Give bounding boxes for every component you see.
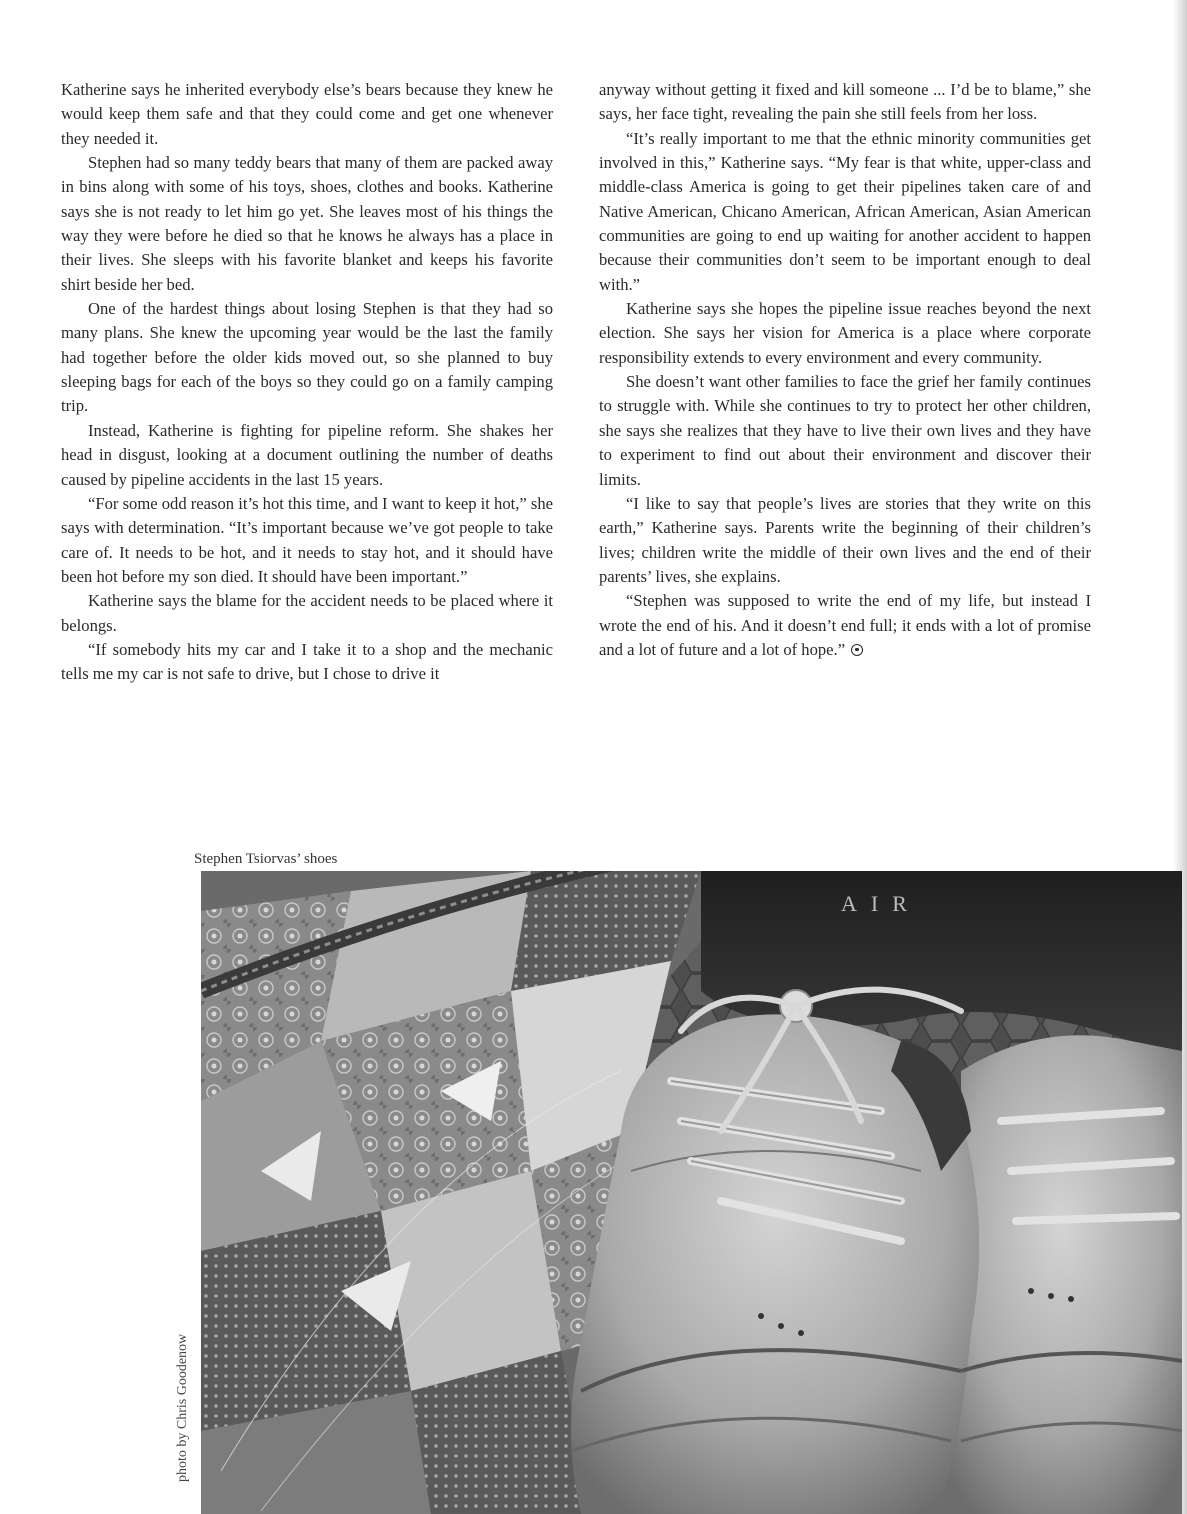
article-column-right xyxy=(599,78,1091,662)
photo-caption: Stephen Tsiorvas’ shoes xyxy=(194,851,338,867)
photo-credit: photo by Chris Goodenow xyxy=(175,1333,190,1482)
paragraph: One of the hardest things about losing Stephen is that they had so many plans. She knew the upcoming year would be the last the family had together before the older kids moved out, so she planned to buy sleeping bags for each of the boys so they could go on a family camping trip. xyxy=(61,299,553,416)
paragraph: She doesn’t want other families to face the grief her family continues to struggle with. While she continues to try to protect her other children, she says she realizes that they have to live their own lives and they have to experiment to find out about their environment and discover their limits. xyxy=(599,372,1091,489)
paragraph: Katherine says he inherited everybody else’s bears because they knew he would keep them safe and that they could come and get one whenever they needed it. xyxy=(61,80,553,148)
paragraph: Katherine says the blame for the accident needs to be placed where it belongs. xyxy=(61,591,553,635)
paragraph: “It’s really important to me that the ethnic minority communities get involved in this,” Katherine says. “My fear is that white, upper-class and middle-class America is going to get their pipelines taken care of and Native American, Chicano American, African American, Asian American communities are going to end up waiting for another accident to happen because their communities don’t seem to be important enough to deal with.” xyxy=(599,128,1091,294)
shoe-brand-text: AIR xyxy=(841,891,921,916)
shoes-photo xyxy=(201,871,1182,1514)
article-column-left xyxy=(61,78,553,687)
paragraph: Stephen had so many teddy bears that many of them are packed away in bins along with some of his toys, shoes, clothes and books. Katherine says she is not ready to let him go yet. She leaves most of his things the way they were before he died so that he knows he always has a place in their lives. She sleeps with his favorite blanket and keeps his favorite shirt beside her bed. xyxy=(61,153,553,294)
paragraph: anyway without getting it fixed and kill someone ... I’d be to blame,” she says, her face tight, revealing the pain she still feels from her loss. xyxy=(599,80,1091,124)
paragraph-final xyxy=(599,589,1091,662)
shoes-photo-illustration xyxy=(201,871,1182,1514)
paragraph: “I like to say that people’s lives are stories that they write on this earth,” Katherine says. Parents write the beginning of their children’s lives; children write the middle of their own lives and the end of their parents’ lives, she explains. xyxy=(599,493,1091,586)
end-mark-icon xyxy=(851,644,863,656)
paragraph: “If somebody hits my car and I take it to a shop and the mechanic tells me my car is not safe to drive, but I chose to drive it xyxy=(61,639,553,684)
paragraph: Instead, Katherine is fighting for pipeline reform. She shakes her head in disgust, looking at a document outlining the number of deaths caused by pipeline accidents in the last 15 years. xyxy=(61,420,553,489)
paragraph: Katherine says she hopes the pipeline issue reaches beyond the next election. She says her vision for America is a place where corporate responsibility extends to every environment and every community. xyxy=(599,299,1091,367)
final-paragraph-text: “Stephen was supposed to write the end of my life, but instead I wrote the end of his. And it doesn’t end full; it ends with a lot of promise and a lot of future and a lot of hope.” xyxy=(599,591,1091,659)
paragraph: “For some odd reason it’s hot this time, and I want to keep it hot,” she says with determination. “It’s important because we’ve got people to take care of. It needs to be hot, and it needs to stay hot, and it should have been hot before my son died. It should have been important.” xyxy=(61,493,554,586)
